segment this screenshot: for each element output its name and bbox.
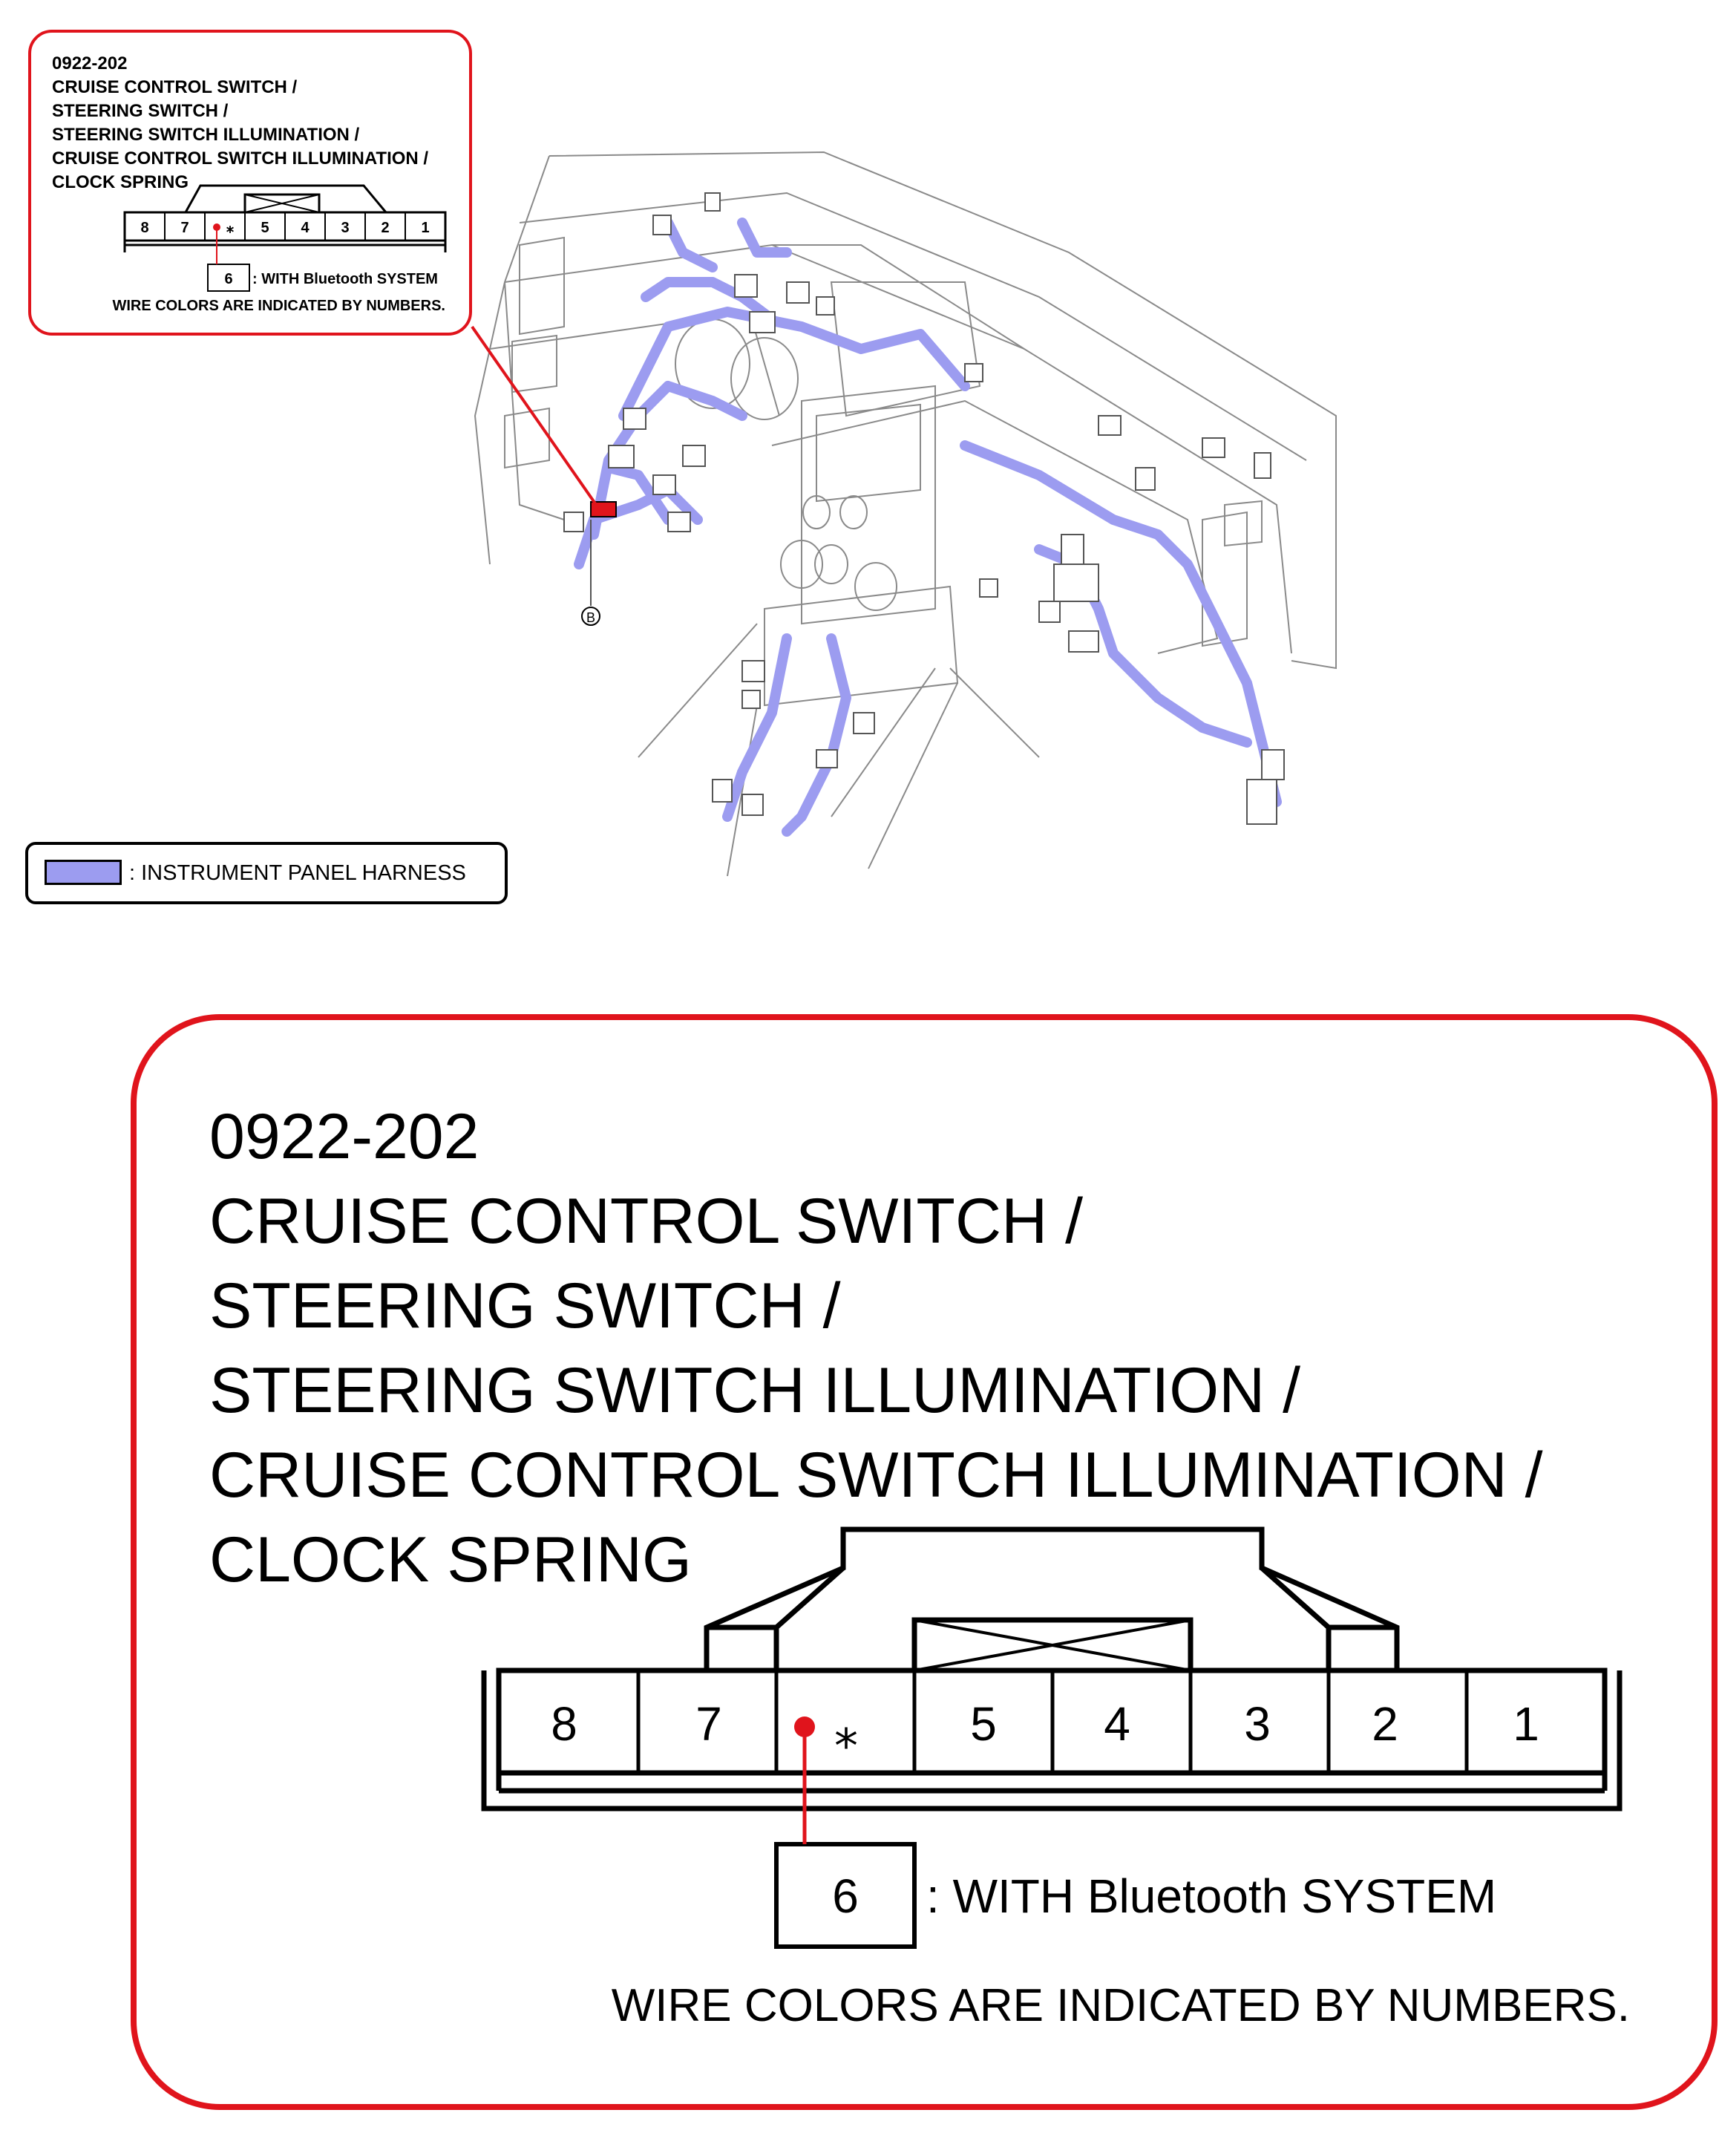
big-pin-label: 4 bbox=[1104, 1697, 1130, 1751]
big-extra-pin-label: 6 bbox=[832, 1869, 859, 1923]
small-pin-label: 5 bbox=[261, 220, 269, 236]
small-pin-label: 2 bbox=[381, 220, 390, 236]
small-callout-title bbox=[52, 52, 468, 195]
small-title-line: STEERING SWITCH / bbox=[52, 101, 229, 121]
big-title-line: CRUISE CONTROL SWITCH / bbox=[209, 1186, 1083, 1257]
small-pin-label: ⁎ bbox=[226, 220, 234, 236]
big-title-line: STEERING SWITCH / bbox=[209, 1270, 841, 1342]
small-extra-pin-label: 6 bbox=[224, 271, 233, 287]
legend-swatch bbox=[45, 860, 122, 885]
big-title-line: CLOCK SPRING bbox=[209, 1524, 692, 1595]
small-connector-callout bbox=[28, 30, 472, 336]
small-footnote: WIRE COLORS ARE INDICATED BY NUMBERS. bbox=[112, 298, 445, 314]
big-pin-label: 2 bbox=[1372, 1697, 1398, 1751]
callout-leader-line bbox=[472, 327, 598, 508]
harness-connectors bbox=[564, 193, 1284, 824]
big-connector-code: 0922-202 bbox=[209, 1101, 479, 1172]
small-extra-pin-note: : WITH Bluetooth SYSTEM bbox=[252, 271, 438, 287]
big-pin-label: 5 bbox=[970, 1697, 997, 1751]
big-pin-label: 8 bbox=[551, 1697, 577, 1751]
big-callout-title bbox=[209, 1094, 1543, 1602]
small-pin-label: 7 bbox=[180, 220, 189, 236]
small-title-line: CRUISE CONTROL SWITCH / bbox=[52, 77, 298, 97]
big-title-line: CRUISE CONTROL SWITCH ILLUMINATION / bbox=[209, 1440, 1543, 1511]
small-title-line: STEERING SWITCH ILLUMINATION / bbox=[52, 125, 360, 145]
big-pin-label: 1 bbox=[1513, 1697, 1539, 1751]
small-title-line: CRUISE CONTROL SWITCH ILLUMINATION / bbox=[52, 148, 429, 169]
small-pin-label: 1 bbox=[421, 220, 430, 236]
small-pin-label: 8 bbox=[140, 220, 149, 236]
gauge-cluster bbox=[675, 319, 897, 610]
harness-legend bbox=[25, 842, 508, 904]
small-connector-code: 0922-202 bbox=[52, 53, 128, 74]
small-pin-label: 4 bbox=[301, 220, 310, 236]
big-title-line: STEERING SWITCH ILLUMINATION / bbox=[209, 1355, 1301, 1426]
big-extra-pin-note: : WITH Bluetooth SYSTEM bbox=[926, 1869, 1497, 1923]
big-connector-callout bbox=[131, 1014, 1718, 2110]
small-title-line: CLOCK SPRING bbox=[52, 172, 189, 192]
big-pin-label: 3 bbox=[1244, 1697, 1271, 1751]
ground-marker-label: B bbox=[586, 610, 596, 625]
small-pin-label: 3 bbox=[341, 220, 350, 236]
big-footnote: WIRE COLORS ARE INDICATED BY NUMBERS. bbox=[611, 1980, 1630, 2031]
big-pin-label: ⁎ bbox=[834, 1705, 858, 1758]
big-pin-label: 7 bbox=[695, 1697, 722, 1751]
legend-label: : INSTRUMENT PANEL HARNESS bbox=[129, 861, 466, 885]
